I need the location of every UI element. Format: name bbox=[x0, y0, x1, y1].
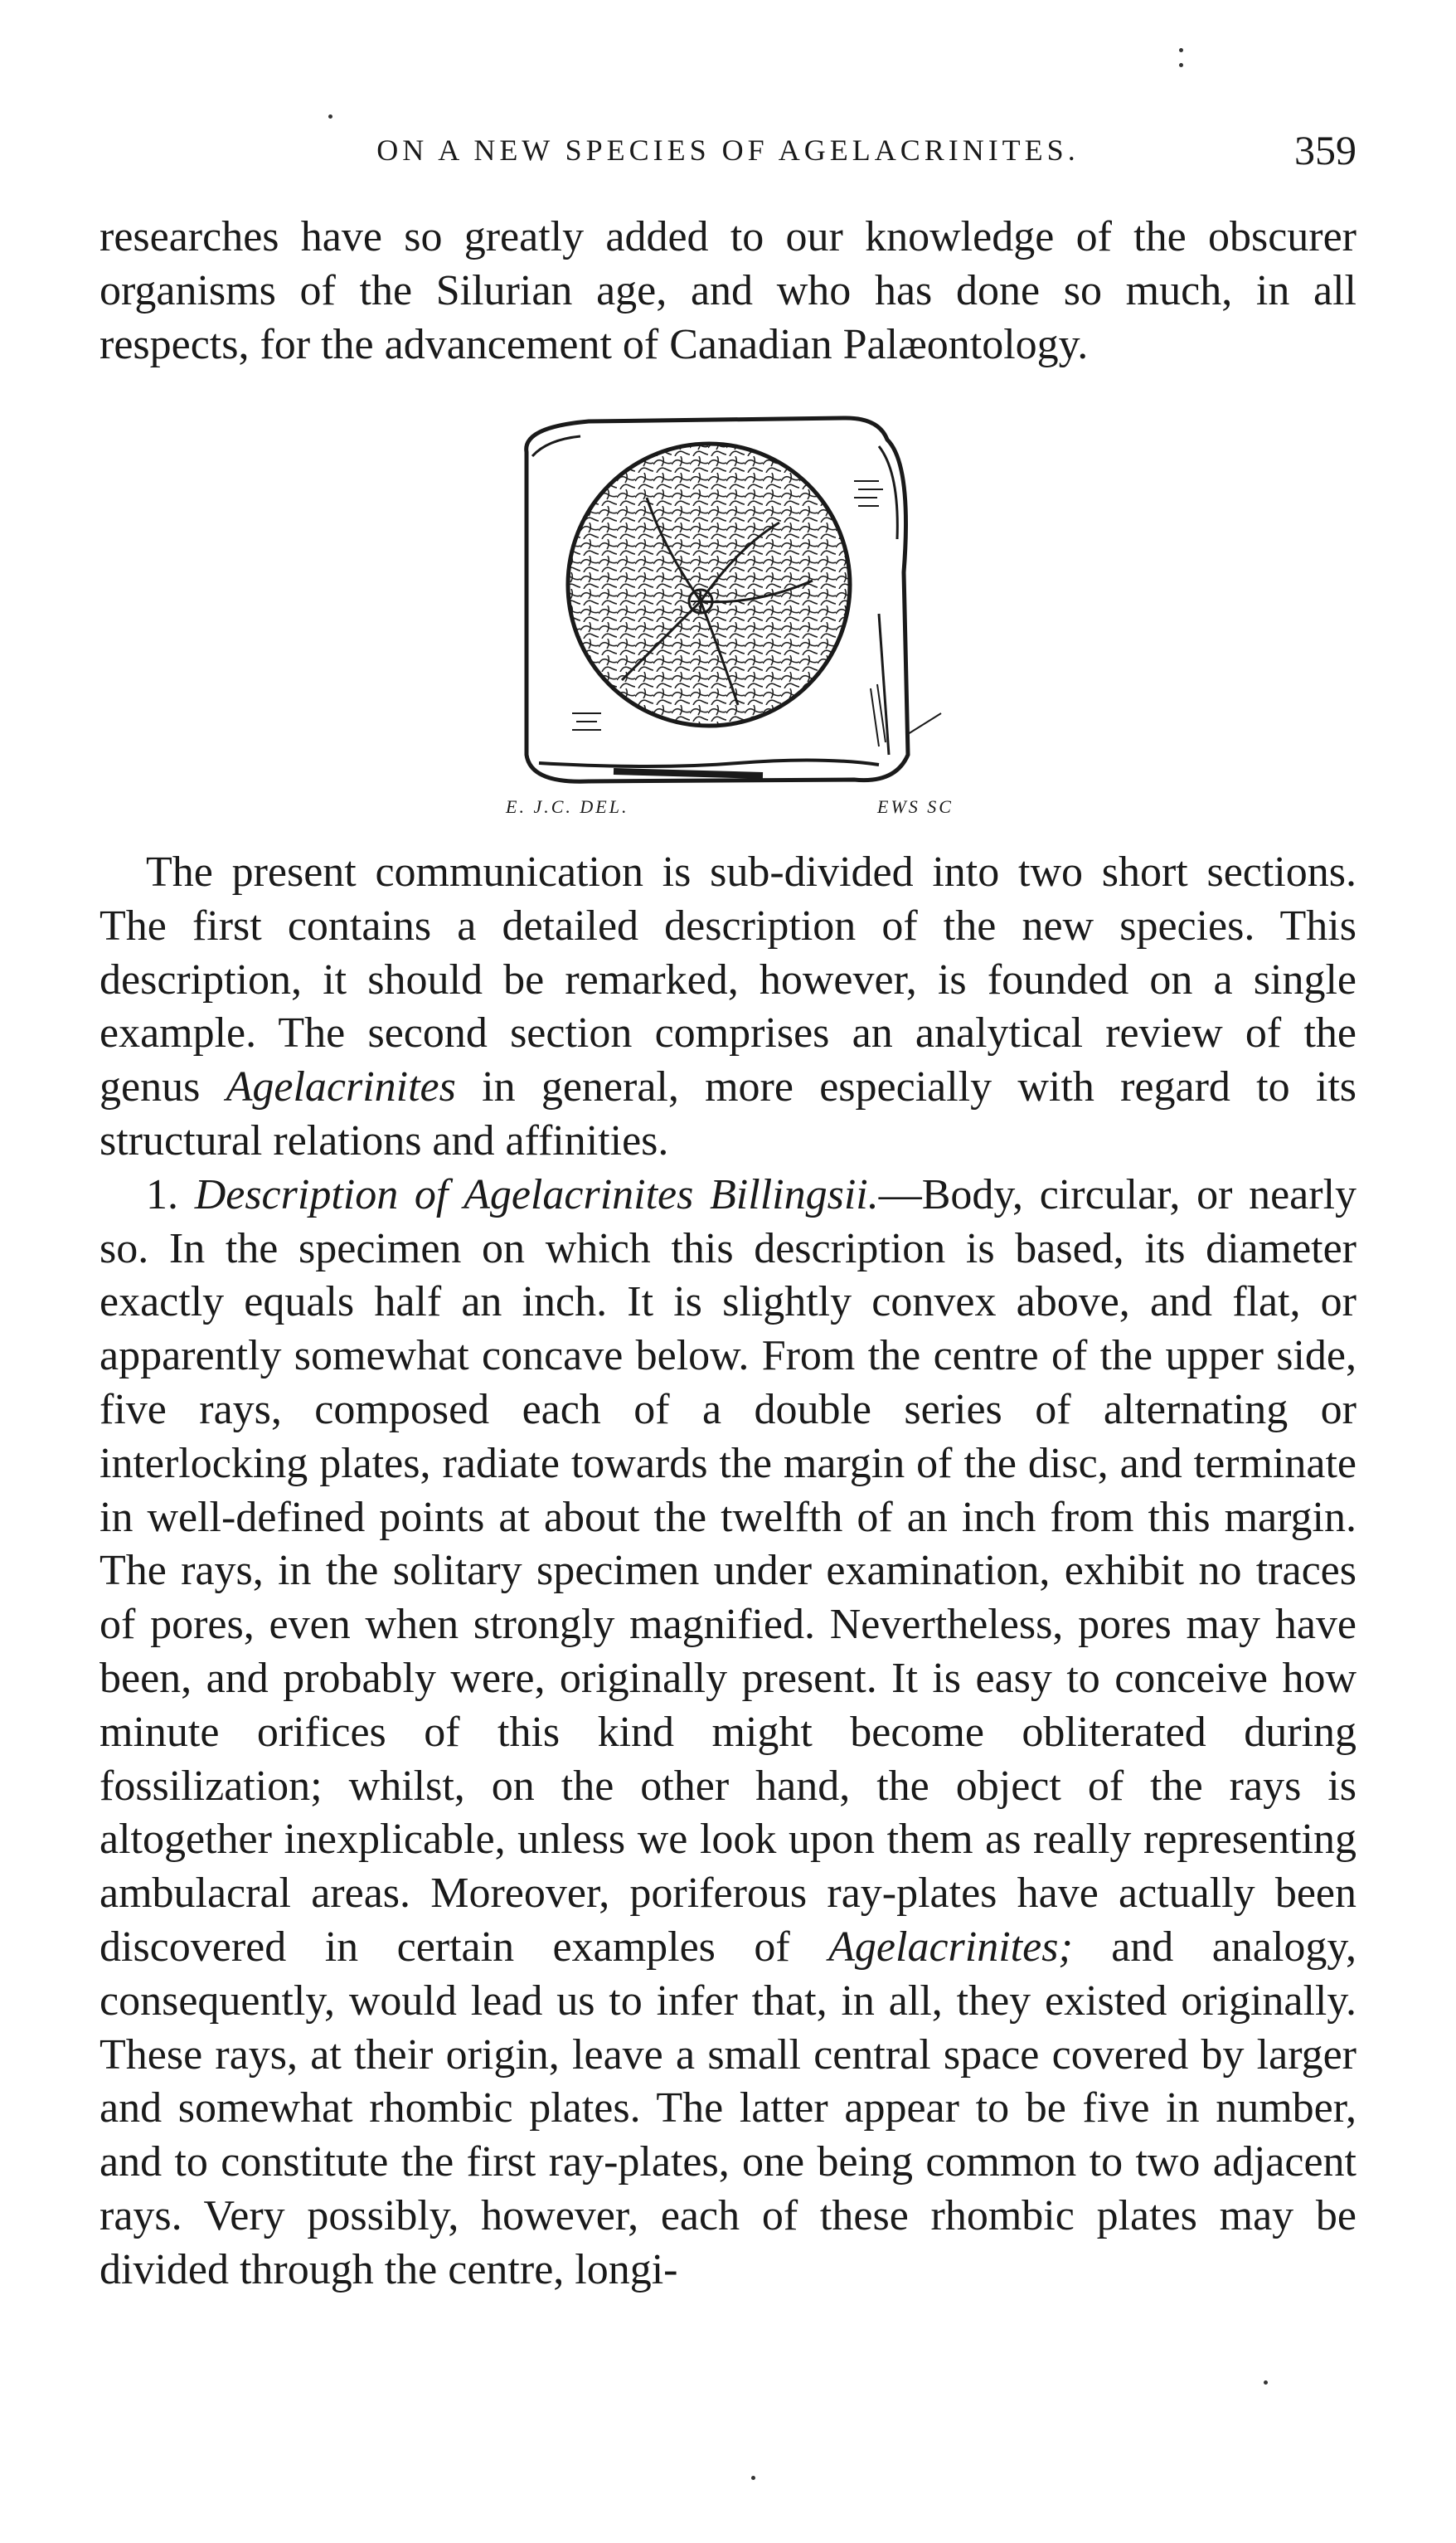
scan-speck bbox=[1179, 63, 1183, 67]
scan-speck bbox=[1264, 2380, 1268, 2385]
intro-paragraph bbox=[99, 846, 1357, 1169]
body-text-block bbox=[99, 846, 1357, 2297]
scan-speck bbox=[1179, 48, 1183, 52]
running-header bbox=[99, 127, 1357, 182]
section-number: 1. bbox=[146, 1170, 178, 1218]
figure-credit-delineator: E. J.C. DEL. bbox=[506, 796, 629, 817]
continuation-paragraph: researches have so greatly added to our knowledge of the obscurer organisms of the Silurian age, and who has done so much, in all respects, for the advancement of Canadian Palæontology. bbox=[99, 213, 1357, 368]
description-paragraph bbox=[99, 1169, 1357, 2297]
description-text-1: —Body, circular, or nearly so. In the specimen on which this description is based, its diameter exactly equals half an inch. It is slightly convex above, and flat, or apparently somewhat concave below. From the centre of the upper side, five rays, composed each of a double series of alternating or interlocking plates, radiate towards the margin of the disc, and terminate in well-defined points at about the twelfth of an inch from this margin. The rays, in the solitary specimen under examination, exhibit no traces of pores, even when strongly magnified. Nevertheless, pores may have been, and probably were, originally present. It is easy to conceive how minute orifices of this kind might become obliterated during fossilization; whilst, on the other hand, the object of the rays is altogether inexplicable, unless we look upon them as really representing ambulacral areas. Moreover, poriferous ray-plates have actually been discovered in certain examples of bbox=[99, 1170, 1357, 1971]
scan-speck bbox=[328, 114, 332, 119]
specimen-figure bbox=[489, 406, 987, 838]
scan-speck bbox=[751, 2476, 755, 2480]
genus-name: Agelacrinites bbox=[226, 1063, 456, 1111]
top-text-block bbox=[99, 211, 1357, 372]
page-number: 359 bbox=[1294, 127, 1357, 173]
section-heading: Description of Agelacrinites Billingsii. bbox=[194, 1170, 879, 1218]
figure-credit-engraver: EWS SC bbox=[877, 796, 954, 817]
genus-name-inline: Agelacrinites; bbox=[828, 1923, 1073, 1971]
intro-text-2: in general, more especially with regard to its structural relations and affinities. bbox=[99, 1063, 1357, 1165]
intro-text-1: The present communication is sub-divided into two short sections. The first contains a detailed description of the new species. This description, it should be remarked, however, is founded on a single example. The second section comprises an analytical review of the genus bbox=[99, 848, 1357, 1111]
description-text-2: and analogy, consequently, would lead us to infer that, in all, they existed originally. These rays, at their origin, leave a small central space covered by larger and somewhat rhombic plates. The latter appear to be five in number, and to constitute the first ray-plates, one being common to two adjacent rays. Very possibly, however, each of these rhombic plates may be divided through the centre, longi- bbox=[99, 1923, 1357, 2293]
specimen-engraving bbox=[489, 406, 987, 796]
running-title: ON A NEW SPECIES OF AGELACRINITES. bbox=[376, 134, 1080, 167]
